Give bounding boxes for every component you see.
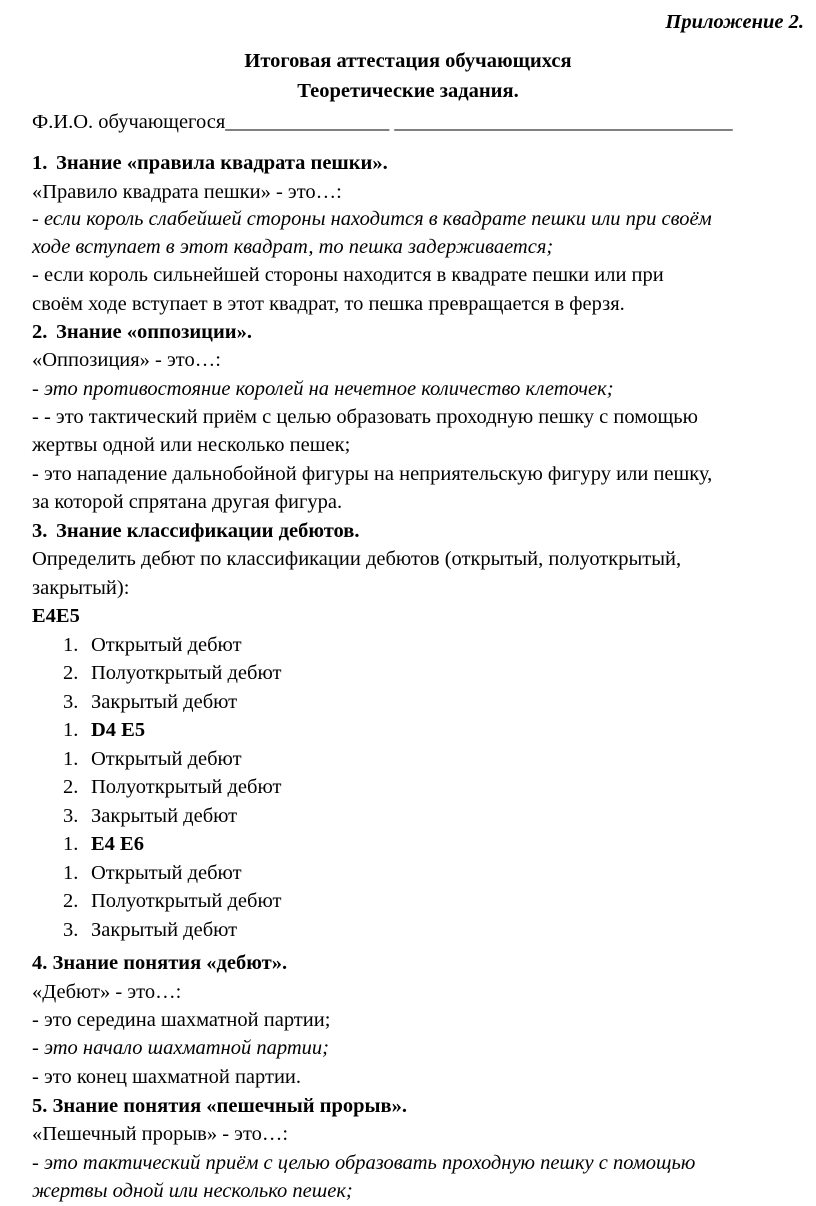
q1-answer-2-line-1: - если король сильнейшей стороны находится в квадрате пешки или при	[32, 264, 664, 286]
q3-opening-1-option-3	[63, 690, 237, 714]
q3-opening-1-option-2	[63, 661, 281, 685]
q4-answer-2: - это начало шахматной партии;	[32, 1037, 330, 1059]
q5-prompt: «Пешечный прорыв» - это…:	[32, 1123, 289, 1145]
q4-heading: 4. Знание понятия «дебют».	[32, 952, 288, 974]
option-label: Закрытый дебют	[91, 691, 238, 713]
appendix-label: Приложение 2.	[665, 11, 804, 33]
q2-answer-3-line-1: - это нападение дальнобойной фигуры на неприятельскую фигуру или пешку,	[32, 463, 713, 485]
option-label: Полуоткрытый дебют	[91, 776, 282, 798]
q1-prompt: «Правило квадрата пешки» - это…:	[32, 181, 342, 203]
option-label: Полуоткрытый дебют	[91, 890, 282, 912]
q3-opening-2	[63, 718, 145, 742]
q4-answer-1: - это середина шахматной партии;	[32, 1009, 331, 1031]
option-label: Закрытый дебют	[91, 919, 238, 941]
q3-number: 3.	[32, 520, 48, 542]
q5-answer-1-line-2: жертвы одной или несколько пешек;	[32, 1180, 353, 1202]
q2-heading-text: Знание «оппозиции».	[56, 321, 252, 343]
q4-prompt: «Дебют» - это…:	[32, 981, 182, 1003]
document-subtitle: Теоретические задания.	[297, 80, 519, 102]
q3-opening-3-option-2	[63, 889, 281, 913]
q3-opening-3-option-3	[63, 918, 237, 942]
q2-answer-1: - это противостояние королей на нечетное количество клеточек;	[32, 378, 614, 400]
q3-prompt-line-1: Определить дебют по классификации дебютов (открытый, полуоткрытый,	[32, 548, 682, 570]
q1-heading-text: Знание «правила квадрата пешки».	[56, 152, 388, 174]
q3-opening-2-option-3	[63, 804, 237, 828]
q3-opening-1-option-1	[63, 633, 242, 657]
option-number: 2.	[63, 890, 79, 912]
option-label: Открытый дебют	[91, 634, 242, 656]
option-label: Открытый дебют	[91, 862, 242, 884]
q1-answer-1-line-1: - если король слабейшей стороны находится в квадрате пешки или при своём	[32, 208, 712, 230]
option-number: 1.	[63, 748, 79, 770]
opening-label: D4 E5	[91, 719, 146, 741]
student-name-field[interactable]: Ф.И.О. обучающегося________________ _________________________________	[32, 111, 733, 133]
option-number: 3.	[63, 691, 79, 713]
document-title: Итоговая аттестация обучающихся	[244, 50, 572, 72]
q1-heading	[32, 151, 388, 175]
option-number: 1.	[63, 634, 79, 656]
q5-answer-1-line-1: - это тактический приём с целью образовать проходную пешку с помощью	[32, 1152, 696, 1174]
q2-number: 2.	[32, 321, 48, 343]
q3-prompt-line-2: закрытый):	[32, 577, 130, 599]
opening-label: E4 E6	[91, 833, 144, 855]
q1-answer-1-line-2: ходе вступает в этот квадрат, то пешка задерживается;	[32, 236, 554, 258]
q2-answer-2-line-1: - - это тактический приём с целью образовать проходную пешку с помощью	[32, 406, 698, 428]
q3-opening-2-option-2	[63, 775, 281, 799]
q3-opening-3	[63, 832, 144, 856]
q2-answer-3-line-2: за которой спрятана другая фигура.	[32, 491, 343, 513]
option-number: 1.	[63, 862, 79, 884]
option-number: 3.	[63, 919, 79, 941]
q1-number: 1.	[32, 152, 48, 174]
q3-opening-2-option-1	[63, 747, 242, 771]
opening-number: 1.	[63, 719, 79, 741]
q3-heading	[32, 519, 359, 543]
option-label: Закрытый дебют	[91, 805, 238, 827]
q3-opening-1: Е4Е5	[32, 605, 80, 627]
q1-answer-2-line-2: своём ходе вступает в этот квадрат, то пешка превращается в ферзя.	[32, 293, 625, 315]
q5-heading: 5. Знание понятия «пешечный прорыв».	[32, 1095, 407, 1117]
q3-heading-text: Знание классификации дебютов.	[56, 520, 360, 542]
option-number: 3.	[63, 805, 79, 827]
option-number: 2.	[63, 662, 79, 684]
option-label: Открытый дебют	[91, 748, 242, 770]
option-number: 2.	[63, 776, 79, 798]
q2-answer-2-line-2: жертвы одной или несколько пешек;	[32, 434, 351, 456]
option-label: Полуоткрытый дебют	[91, 662, 282, 684]
q2-prompt: «Оппозиция» - это…:	[32, 349, 221, 371]
q4-answer-3: - это конец шахматной партии.	[32, 1066, 302, 1088]
q3-opening-3-option-1	[63, 861, 242, 885]
opening-number: 1.	[63, 833, 79, 855]
q2-heading	[32, 320, 252, 344]
